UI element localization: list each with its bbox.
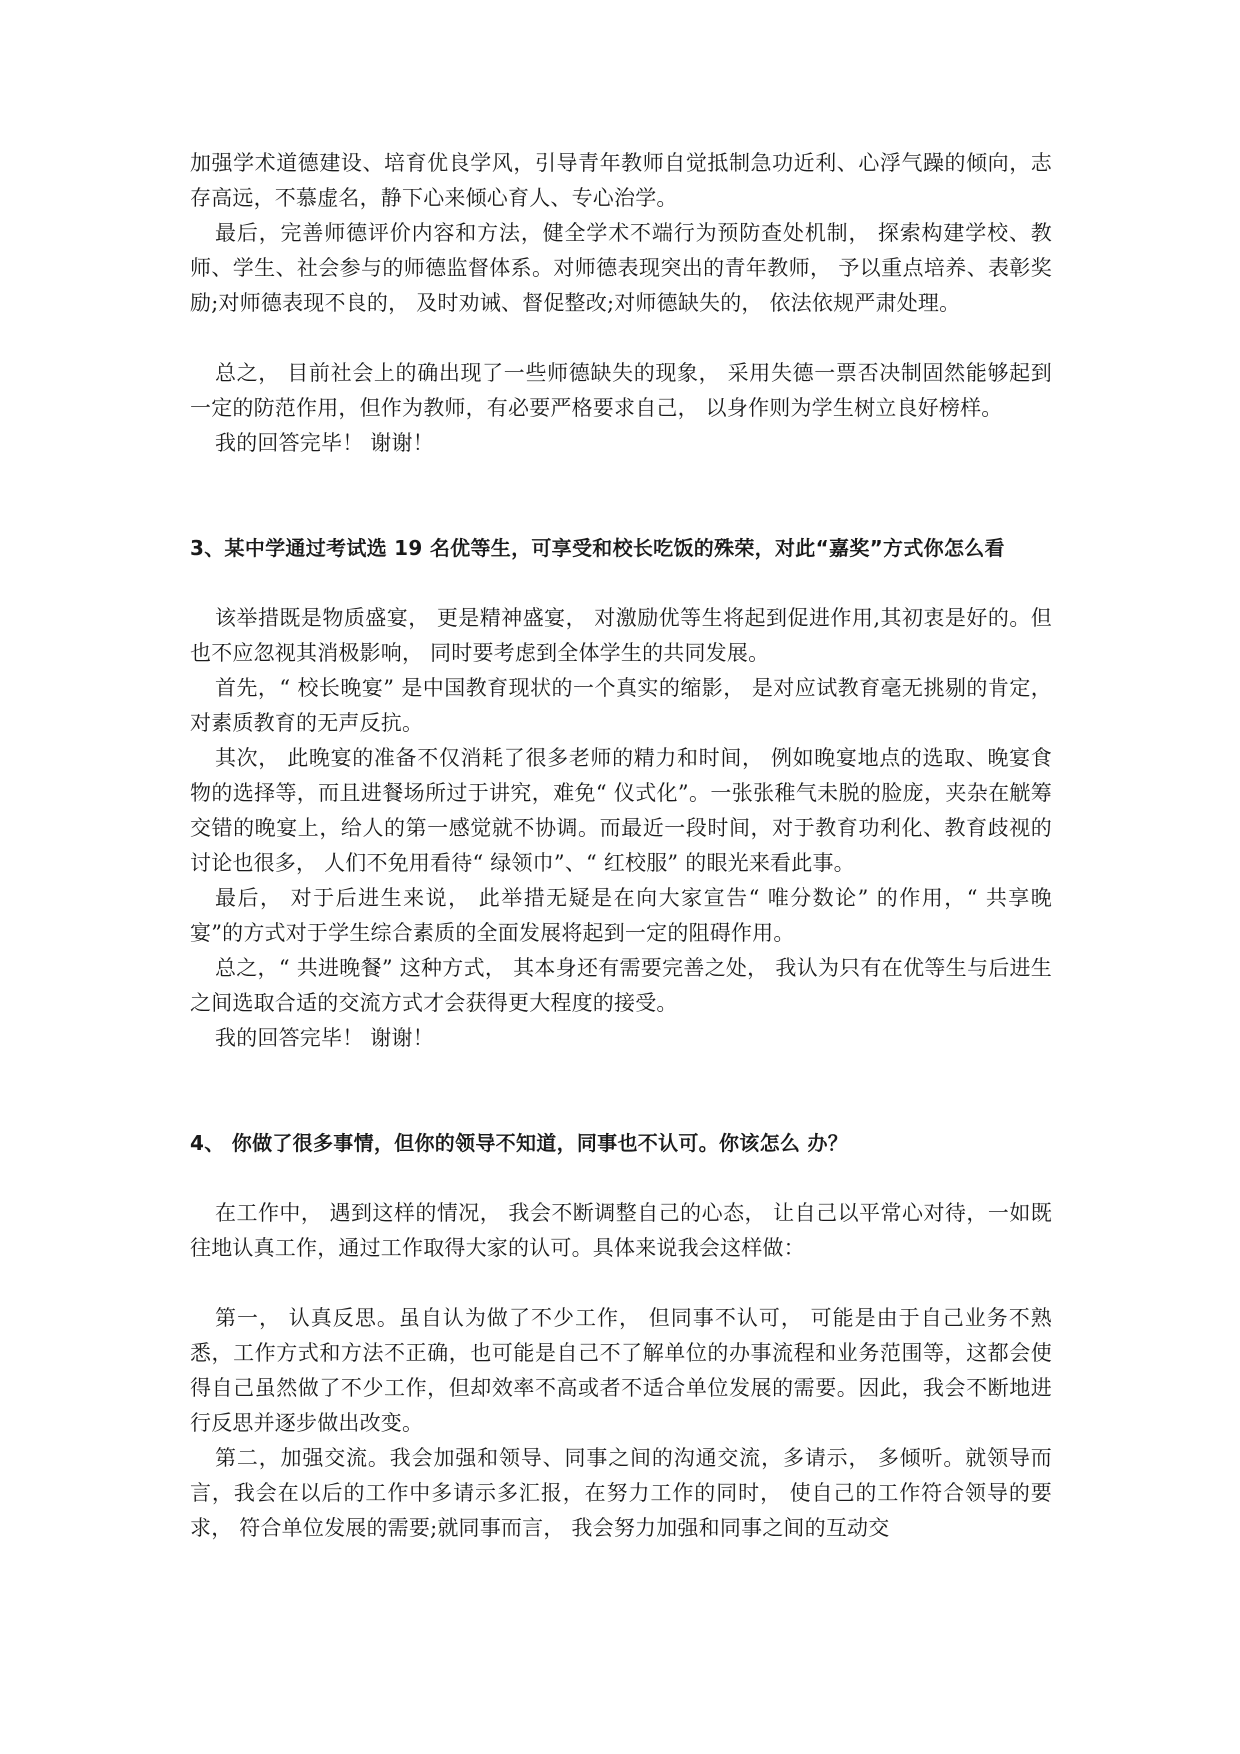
paragraph: 第一， 认真反思。虽自认为做了不少工作， 但同事不认可， 可能是由于自己业务不熟悉，工作方式和方法不正确，也可能是自己不了解单位的办事流程和业务范围等，这都会使得自己虽然做了不少工作，但却效率不高或者不适合单位发展的需要。因此，我会不断地进行反思并逐步做出改变。 <box>190 1306 1052 1435</box>
paragraph: 总之， 目前社会上的确出现了一些师德缺失的现象， 采用失德一票否决制固然能够起到一定的防范作用，但作为教师，有必要严格要求自己， 以身作则为学生树立良好榜样。 <box>190 361 1052 420</box>
closing-line: 我的回答完毕！ 谢谢！ <box>215 1026 434 1050</box>
document-page <box>190 146 1052 1546</box>
closing-line: 我的回答完毕！ 谢谢！ <box>215 431 434 455</box>
question-heading: 4、 你做了很多事情，但你的领导不知道，同事也不认可。你该怎么 办？ <box>190 1131 849 1155</box>
paragraph: 其次， 此晚宴的准备不仅消耗了很多老师的精力和时间， 例如晚宴地点的选取、晚宴食物的选择等，而且进餐场所过于讲究，难免“ 仪式化”。一张张稚气未脱的脸庞，夹杂在觥筹交错的晚宴上，给人的第一感觉就不协调。而最近一段时间，对于教育功利化、教育歧视的讨论也很多， 人们不免用看待“ 绿领巾”、“ 红校服” 的眼光来看此事。 <box>190 746 1052 875</box>
paragraph: 第二，加强交流。我会加强和领导、同事之间的沟通交流，多请示， 多倾听。就领导而言，我会在以后的工作中多请示多汇报，在努力工作的同时， 使自己的工作符合领导的要求， 符合单位发展的需要;就同事而言， 我会努力加强和同事之间的互动交 <box>190 1446 1052 1540</box>
paragraph: 加强学术道德建设、培育优良学风，引导青年教师自觉抵制急功近利、心浮气躁的倾向，志存高远，不慕虚名，静下心来倾心育人、专心治学。 <box>190 151 1052 210</box>
paragraph: 总之，“ 共进晚餐” 这种方式， 其本身还有需要完善之处， 我认为只有在优等生与后进生之间选取合适的交流方式才会获得更大程度的接受。 <box>190 956 1052 1015</box>
paragraph: 最后，完善师德评价内容和方法，健全学术不端行为预防查处机制， 探索构建学校、教师、学生、社会参与的师德监督体系。对师德表现突出的青年教师， 予以重点培养、表彰奖励;对师德表现不良的， 及时劝诫、督促整改;对师德缺失的， 依法依规严肃处理。 <box>190 221 1052 315</box>
paragraph: 该举措既是物质盛宴， 更是精神盛宴， 对激励优等生将起到促进作用,其初衷是好的。但也不应忽视其消极影响， 同时要考虑到全体学生的共同发展。 <box>190 606 1052 665</box>
paragraph: 首先，“ 校长晚宴” 是中国教育现状的一个真实的缩影， 是对应试教育毫无挑剔的肯定， 对素质教育的无声反抗。 <box>190 676 1052 735</box>
paragraph: 在工作中， 遇到这样的情况， 我会不断调整自己的心态， 让自己以平常心对待，一如既往地认真工作，通过工作取得大家的认可。具体来说我会这样做： <box>190 1201 1052 1260</box>
paragraph: 最后， 对于后进生来说， 此举措无疑是在向大家宣告“ 唯分数论” 的作用，“ 共享晚宴”的方式对于学生综合素质的全面发展将起到一定的阻碍作用。 <box>190 886 1052 945</box>
question-heading: 3、某中学通过考试选 19 名优等生，可享受和校长吃饭的殊荣，对此“嘉奖”方式你怎么看 <box>190 536 1005 560</box>
